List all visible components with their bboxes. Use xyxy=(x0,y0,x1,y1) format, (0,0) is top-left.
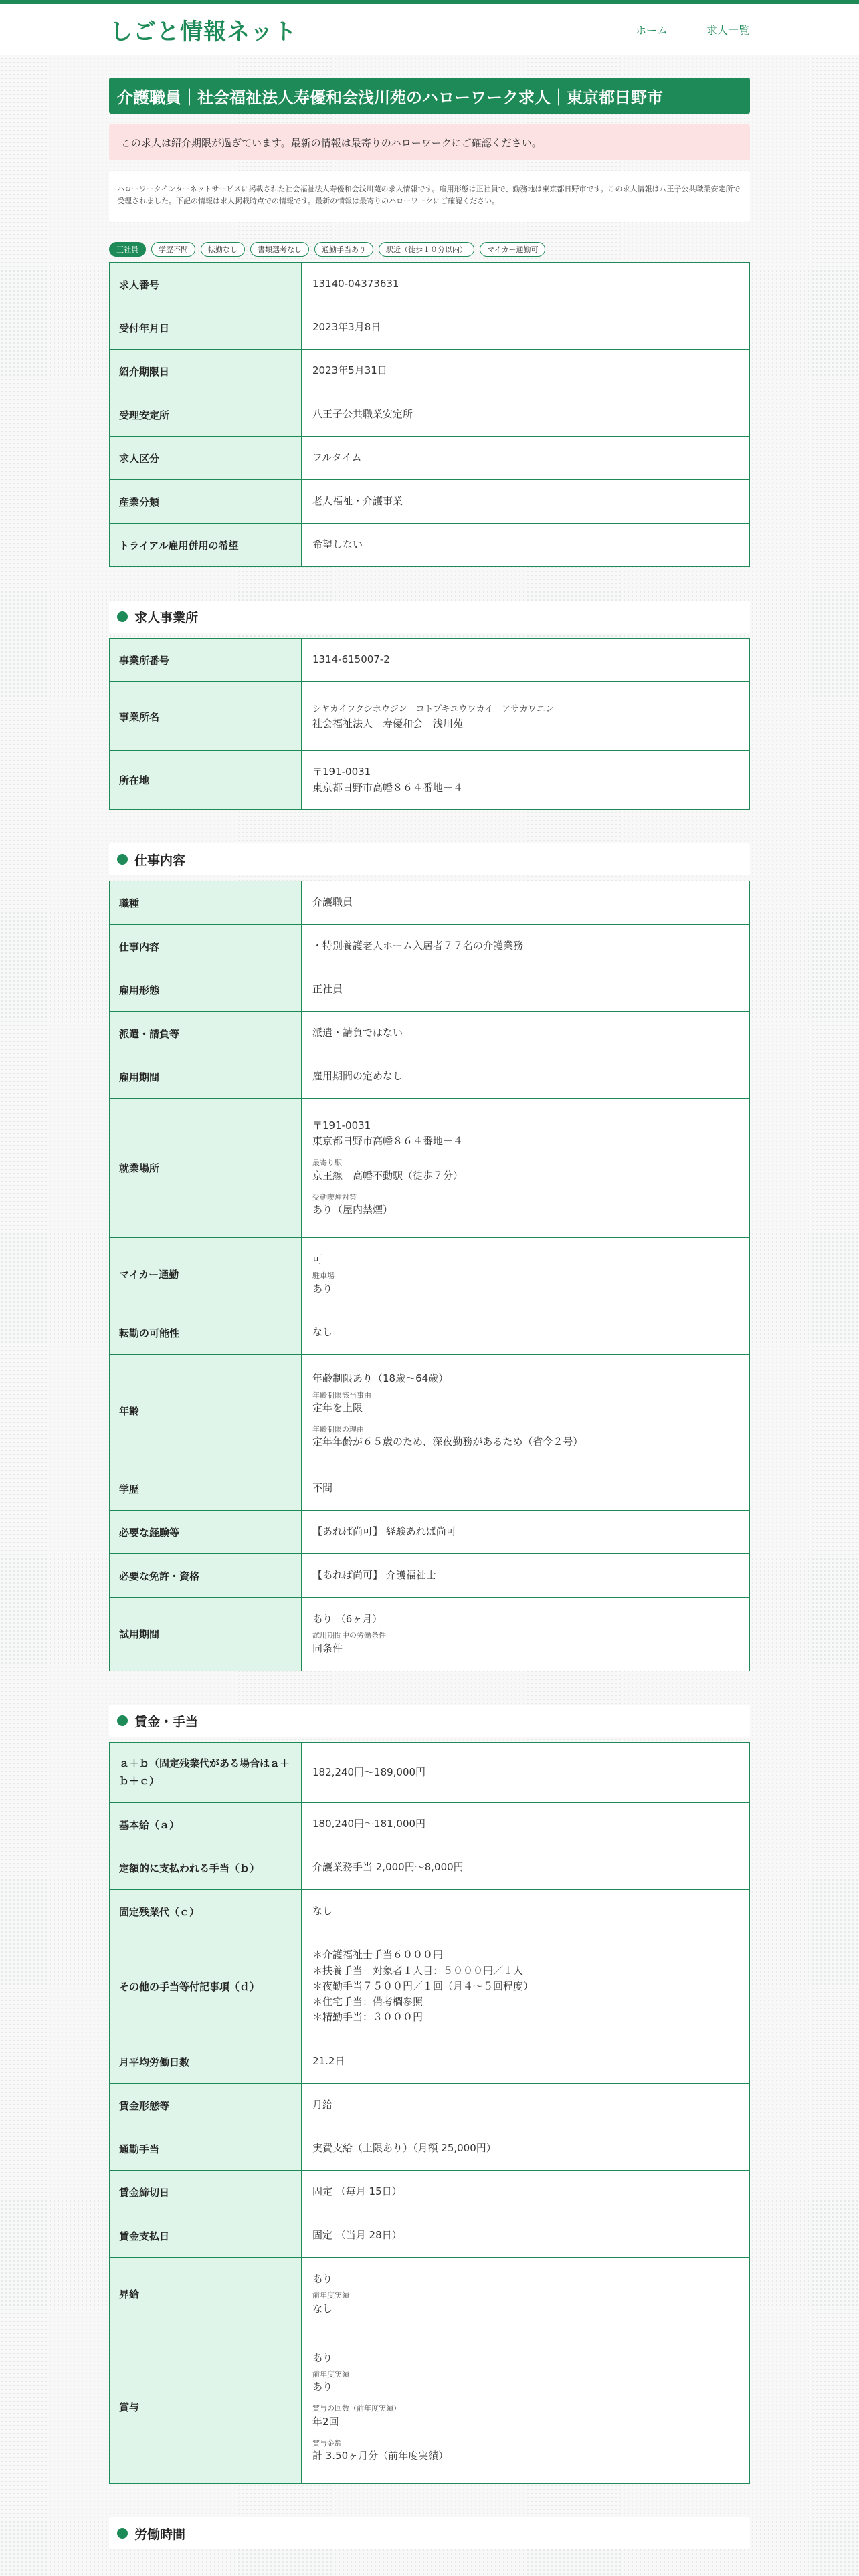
row-label: 事業所名 xyxy=(110,682,302,751)
row-label: 就業場所 xyxy=(110,1099,302,1238)
row-value: 雇用期間の定めなし xyxy=(302,1055,750,1099)
row-label: トライアル雇用併用の希望 xyxy=(110,524,302,567)
nav-home-link[interactable]: ホーム xyxy=(635,23,668,37)
table-row xyxy=(110,1355,750,1467)
row-label: 紹介期限日 xyxy=(110,350,302,393)
tag-full-time: 正社員 xyxy=(109,242,146,257)
expired-alert: この求人は紹介期限が過ぎています。最新の情報は最寄りのハローワークにご確認ください。 xyxy=(109,124,750,160)
allowance-line: ＊扶養手当 対象者１人目：５０００円／１人 xyxy=(312,1964,524,1977)
table-row xyxy=(110,639,750,682)
row-value xyxy=(302,751,750,810)
row-label: マイカー通勤 xyxy=(110,1238,302,1311)
office-name: 社会福祉法人 寿優和会 浅川苑 xyxy=(312,718,464,730)
sub-label: 前年度実績 xyxy=(312,2369,349,2379)
page-title: 介護職員｜社会福祉法人寿優和会浅川苑のハローワーク求人｜東京都日野市 xyxy=(109,78,750,114)
row-value xyxy=(302,1099,750,1238)
sub-label: 前年度実績 xyxy=(312,2291,349,2300)
row-label: 仕事内容 xyxy=(110,925,302,968)
row-value: 2023年3月8日 xyxy=(302,306,750,350)
table-row xyxy=(110,925,750,968)
site-logo[interactable]: しごと情報ネット xyxy=(110,18,297,45)
row-label: 基本給（ａ） xyxy=(110,1803,302,1846)
table-row xyxy=(110,306,750,350)
section-title-text: 労働時間 xyxy=(134,2527,186,2542)
row-label: 産業分類 xyxy=(110,480,302,524)
row-value: 正社員 xyxy=(302,968,750,1012)
allowance-line: ＊精勤手当：３０００円 xyxy=(312,2011,423,2024)
postal-code: 〒191-0031 xyxy=(312,766,371,778)
bullet-dot-icon xyxy=(117,1715,128,1726)
table-row xyxy=(110,1311,750,1355)
parking: あり xyxy=(312,1282,333,1295)
row-value xyxy=(302,1238,750,1311)
age-reason: 定年を上限 xyxy=(312,1401,363,1414)
address: 東京都日野市高幡８６４番地－４ xyxy=(312,781,464,794)
table-row xyxy=(110,1598,750,1671)
tag-no-transfer: 転勤なし xyxy=(201,242,245,257)
row-label: 昇給 xyxy=(110,2258,302,2331)
row-label: 転勤の可能性 xyxy=(110,1311,302,1355)
sub-label: 賞与金額 xyxy=(312,2438,342,2448)
row-value: 2023年5月31日 xyxy=(302,350,750,393)
bullet-dot-icon xyxy=(117,2528,128,2539)
basic-info-table xyxy=(109,262,750,567)
bonus-amount: 計 3.50ヶ月分（前年度実績） xyxy=(312,2450,449,2462)
raise: あり xyxy=(312,2273,333,2286)
sub-label: 駐車場 xyxy=(312,1271,335,1281)
table-row xyxy=(110,881,750,925)
row-label: 年齢 xyxy=(110,1355,302,1467)
row-label: 求人番号 xyxy=(110,263,302,306)
tag-commute-allowance: 通勤手当あり xyxy=(314,242,373,257)
bonus-result: あり xyxy=(312,2381,333,2393)
table-row xyxy=(110,437,750,480)
tag-no-screening: 書類選考なし xyxy=(250,242,309,257)
bullet-dot-icon xyxy=(117,611,128,622)
trial-period: あり （6ヶ月） xyxy=(312,1613,383,1626)
work-address: 東京都日野市高幡８６４番地－４ xyxy=(312,1134,464,1147)
row-value: 180,240円〜181,000円 xyxy=(302,1803,750,1846)
sub-label: 最寄り駅 xyxy=(312,1158,342,1168)
age-reason-detail: 定年年齢が６５歳のため、深夜勤務があるため（省令２号） xyxy=(312,1436,583,1448)
sub-label: 年齢制限該当事由 xyxy=(312,1390,371,1400)
row-value: 月給 xyxy=(302,2084,750,2127)
table-row xyxy=(110,1743,750,1803)
trial-conditions: 同条件 xyxy=(312,1642,343,1654)
row-value: 八王子公共職業安定所 xyxy=(302,393,750,437)
row-label: 必要な経験等 xyxy=(110,1511,302,1554)
table-row xyxy=(110,1890,750,1933)
nearest-station: 京王線 高幡不動駅（徒歩７分） xyxy=(312,1169,464,1182)
row-label: 学歴 xyxy=(110,1467,302,1511)
row-label: 賃金形態等 xyxy=(110,2084,302,2127)
table-row xyxy=(110,682,750,751)
allowance-line: ＊介護福祉士手当６０００円 xyxy=(312,1949,444,1961)
sub-label: 年齢制限の理由 xyxy=(312,1425,364,1434)
row-label: 定額的に支払われる手当（ｂ） xyxy=(110,1846,302,1890)
table-row xyxy=(110,968,750,1012)
row-label: 賃金支払日 xyxy=(110,2214,302,2258)
tag-near-station: 駅近（徒歩１０分以内） xyxy=(379,242,474,257)
section-title-wage xyxy=(109,1705,750,1737)
sub-label: 試用期間中の労働条件 xyxy=(312,1631,386,1640)
row-label: 受付年月日 xyxy=(110,306,302,350)
table-row xyxy=(110,1554,750,1598)
main-nav xyxy=(636,22,749,37)
row-label: 試用期間 xyxy=(110,1598,302,1671)
section-title-office xyxy=(109,601,750,633)
raise-result: なし xyxy=(312,2302,333,2315)
table-row xyxy=(110,1846,750,1890)
tag-no-education: 学歴不問 xyxy=(151,242,195,257)
section-title-text: 求人事業所 xyxy=(134,610,199,625)
row-value: なし xyxy=(302,1890,750,1933)
bullet-dot-icon xyxy=(117,854,128,865)
table-row xyxy=(110,2084,750,2127)
row-label: 雇用形態 xyxy=(110,968,302,1012)
row-label: 派遣・請負等 xyxy=(110,1012,302,1055)
row-value: 13140-04373631 xyxy=(302,263,750,306)
row-value: 希望しない xyxy=(302,524,750,567)
row-value xyxy=(302,1933,750,2040)
table-row xyxy=(110,480,750,524)
allowance-line: ＊夜勤手当７５００円／１回（月４〜５回程度） xyxy=(312,1979,534,1992)
bonus-count: 年2回 xyxy=(312,2415,339,2428)
row-label: 事業所番号 xyxy=(110,639,302,682)
table-row xyxy=(110,524,750,567)
row-label: 受理安定所 xyxy=(110,393,302,437)
table-row xyxy=(110,1511,750,1554)
car-commute: 可 xyxy=(312,1253,323,1266)
row-value: 182,240円〜189,000円 xyxy=(302,1743,750,1803)
row-label: 求人区分 xyxy=(110,437,302,480)
row-value: 介護職員 xyxy=(302,881,750,925)
intro-text: ハローワークインターネットサービスに掲載された社会福祉法人寿優和会浅川苑の求人情報です。雇用形態は正社員で、勤務地は東京都日野市です。この求人情報は八王子公共職業安定所で受理されました。下記の情報は求人掲載時点での情報です。最新の情報は最寄りのハローワークにご確認ください。 xyxy=(109,171,750,222)
sub-label: 受動喫煙対策 xyxy=(312,1192,357,1202)
table-row xyxy=(110,1055,750,1099)
table-row xyxy=(110,2214,750,2258)
row-value: 実費支給（上限あり）（月額 25,000円） xyxy=(302,2127,750,2171)
section-title-work xyxy=(109,843,750,875)
row-value: 不問 xyxy=(302,1467,750,1511)
table-row xyxy=(110,263,750,306)
row-value: 21.2日 xyxy=(302,2040,750,2084)
feature-tags xyxy=(109,242,750,257)
table-row xyxy=(110,1099,750,1238)
work-table xyxy=(109,881,750,1671)
table-row xyxy=(110,1238,750,1311)
row-value: フルタイム xyxy=(302,437,750,480)
row-value: ・特別養護老人ホーム入居者７７名の介護業務 xyxy=(302,925,750,968)
smoking-policy: あり（屋内禁煙） xyxy=(312,1204,393,1216)
office-name-kana: シヤカイフクシホウジン コトブキユウワカイ アサカワエン xyxy=(312,704,554,714)
row-value: 1314-615007-2 xyxy=(302,639,750,682)
row-label: 賞与 xyxy=(110,2331,302,2484)
table-row xyxy=(110,2171,750,2214)
tag-car-commute: マイカー通勤可 xyxy=(480,242,545,257)
row-label: 賃金締切日 xyxy=(110,2171,302,2214)
section-title-text: 賃金・手当 xyxy=(134,1714,199,1729)
table-row xyxy=(110,1012,750,1055)
row-value: 【あれば尚可】 介護福祉士 xyxy=(302,1554,750,1598)
nav-job-list-link[interactable]: 求人一覧 xyxy=(706,23,749,37)
table-row xyxy=(110,350,750,393)
row-label: 固定残業代（ｃ） xyxy=(110,1890,302,1933)
row-label: その他の手当等付記事項（ｄ） xyxy=(110,1933,302,2040)
main-content xyxy=(109,55,750,2549)
table-row xyxy=(110,1933,750,2040)
row-label: 所在地 xyxy=(110,751,302,810)
row-label: 月平均労働日数 xyxy=(110,2040,302,2084)
row-value xyxy=(302,682,750,751)
table-row xyxy=(110,1467,750,1511)
table-row xyxy=(110,2258,750,2331)
age-limit: 年齢制限あり（18歳〜64歳） xyxy=(312,1372,449,1385)
postal-code: 〒191-0031 xyxy=(312,1119,371,1132)
row-value: 派遣・請負ではない xyxy=(302,1012,750,1055)
row-value: 【あれば尚可】 経験あれば尚可 xyxy=(302,1511,750,1554)
sub-label: 賞与の回数（前年度実績） xyxy=(312,2404,401,2413)
row-value: 介護業務手当 2,000円〜8,000円 xyxy=(302,1846,750,1890)
table-row xyxy=(110,1803,750,1846)
table-row xyxy=(110,2331,750,2484)
table-row xyxy=(110,2127,750,2171)
row-label: 職種 xyxy=(110,881,302,925)
section-title-text: 仕事内容 xyxy=(134,853,186,868)
table-row xyxy=(110,393,750,437)
row-value: 老人福祉・介護事業 xyxy=(302,480,750,524)
row-value: 固定 （毎月 15日） xyxy=(302,2171,750,2214)
row-label: 通勤手当 xyxy=(110,2127,302,2171)
row-label: ａ＋ｂ（固定残業代がある場合はａ＋ｂ＋ｃ） xyxy=(110,1743,302,1803)
office-table xyxy=(109,638,750,810)
table-row xyxy=(110,2040,750,2084)
allowance-line: ＊住宅手当：備考欄参照 xyxy=(312,1996,423,2008)
row-value xyxy=(302,2258,750,2331)
row-value: 固定 （当月 28日） xyxy=(302,2214,750,2258)
row-value xyxy=(302,1598,750,1671)
bonus: あり xyxy=(312,2351,333,2364)
row-value xyxy=(302,1355,750,1467)
row-value xyxy=(302,2331,750,2484)
table-row xyxy=(110,751,750,810)
row-label: 雇用期間 xyxy=(110,1055,302,1099)
site-header xyxy=(0,4,859,55)
wage-table xyxy=(109,1742,750,2484)
row-value: なし xyxy=(302,1311,750,1355)
row-label: 必要な免許・資格 xyxy=(110,1554,302,1598)
section-title-hours xyxy=(109,2517,750,2549)
